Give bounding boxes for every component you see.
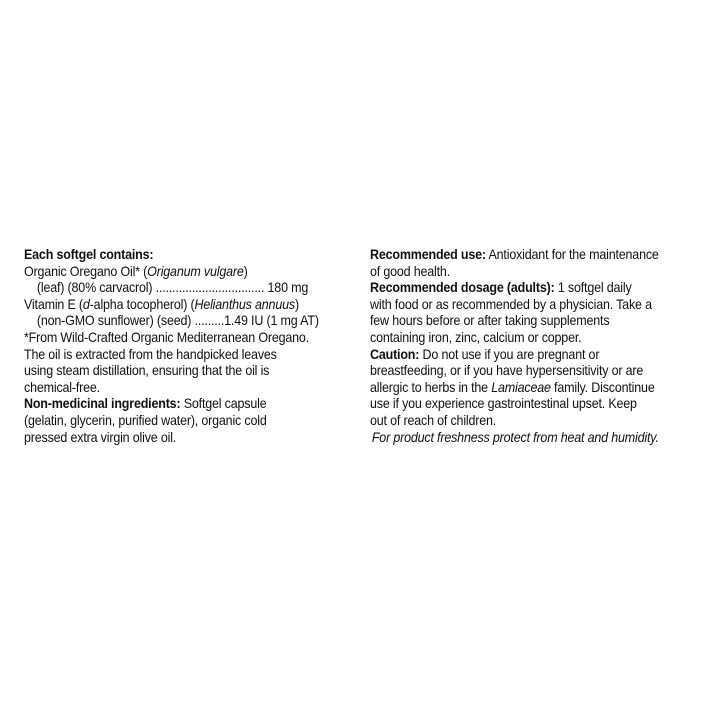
non-medicinal-heading: Non-medicinal ingredients: [24, 396, 181, 412]
non-medicinal-line: (gelatin, glycerin, purified water), organic cold [24, 412, 267, 428]
non-medicinal-ingredients: Non-medicinal ingredients: Softgel capsule [24, 396, 267, 412]
dosage-line: with food or as recommended by a physician. Take a [370, 296, 652, 312]
footnote-line: using steam distillation, ensuring that the oil is [24, 363, 270, 379]
vitamin-e-line: Vitamin E (d-alpha tocopherol) (Helianthus annuus) [24, 296, 299, 312]
oregano-oil-line: Organic Oregano Oil* (Origanum vulgare) [24, 263, 248, 279]
ingredients-column [24, 247, 363, 446]
contains-heading: Each softgel contains: [24, 247, 154, 262]
footnote-line: chemical-free. [24, 379, 100, 395]
caution-line: breastfeeding, or if you have hypersensitivity or are [370, 363, 644, 379]
non-medicinal-line: pressed extra virgin olive oil. [24, 429, 177, 445]
vitamin-e-latin-name: Helianthus annuus [194, 296, 295, 312]
caution-heading: Caution: [370, 346, 420, 362]
dosage-line: containing iron, zinc, calcium or copper. [370, 329, 582, 345]
caution-line: use if you experience gastrointestinal upset. Keep [370, 396, 637, 412]
recommended-dosage: Recommended dosage (adults): 1 softgel daily [370, 280, 632, 296]
vitamin-e-amount: (non-GMO sunflower) (seed) .........1.49 IU (1 mg AT) [36, 313, 319, 329]
caution: Caution: Do not use if you are pregnant or [370, 346, 600, 362]
footnote-line: The oil is extracted from the handpicked leaves [24, 346, 277, 362]
recommended-use-line: of good health. [370, 263, 450, 279]
recommended-dosage-heading: Recommended dosage (adults): [370, 280, 555, 296]
lamiaceae-latin-name: Lamiaceae [491, 379, 551, 395]
oregano-oil-amount: (leaf) (80% carvacrol) ................................. 180 mg [36, 280, 309, 296]
caution-line: allergic to herbs in the Lamiaceae family. Discontinue [370, 379, 655, 395]
recommended-use-heading: Recommended use: [370, 247, 486, 262]
recommended-use: Recommended use: Antioxidant for the maintenance [370, 247, 659, 262]
freshness-note: For product freshness protect from heat and humidity. [371, 429, 659, 445]
oregano-latin-name: Origanum vulgare [147, 263, 244, 279]
footnote-line: *From Wild-Crafted Organic Mediterranean Oregano. [24, 329, 309, 345]
caution-line: out of reach of children. [370, 412, 497, 428]
dosage-line: few hours before or after taking supplements [370, 313, 610, 329]
usage-column [370, 247, 703, 446]
